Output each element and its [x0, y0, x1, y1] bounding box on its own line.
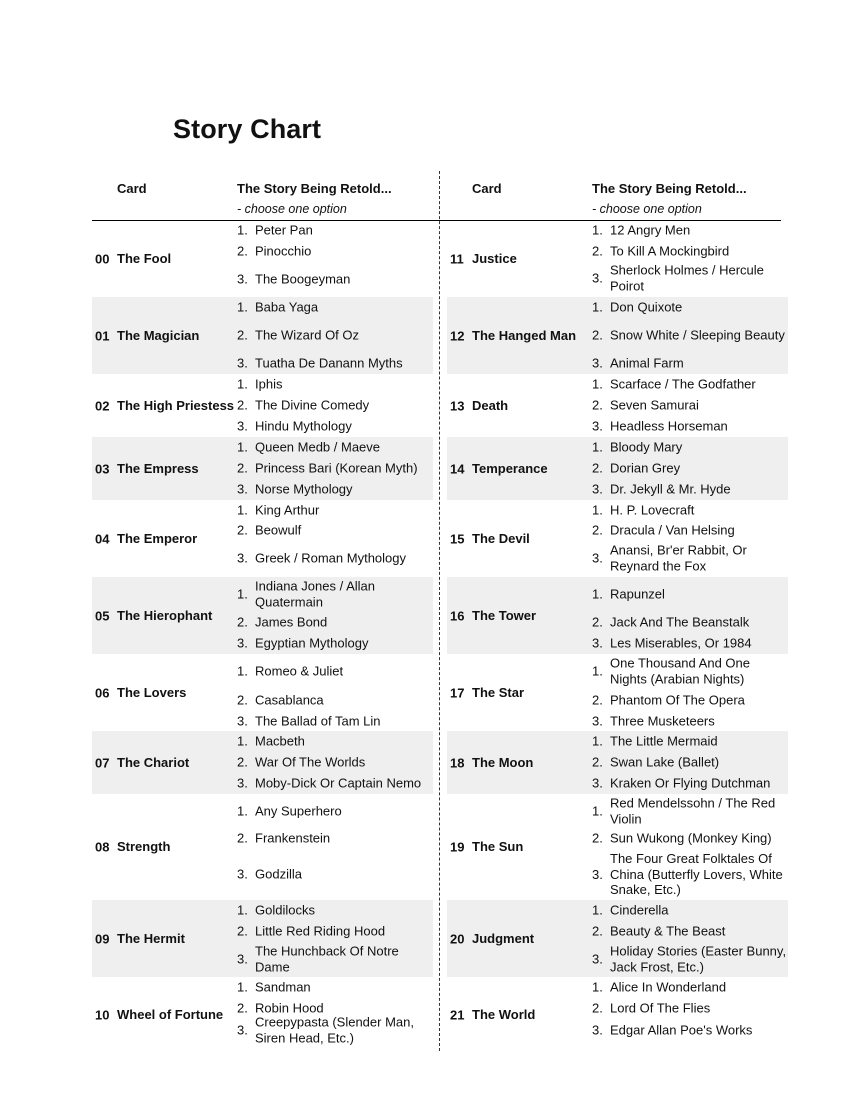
option-index: 2.	[592, 830, 603, 846]
story-option	[592, 397, 788, 413]
option-text: Macbeth	[255, 733, 305, 749]
card-row	[447, 437, 788, 500]
story-option	[237, 481, 433, 497]
option-index: 1.	[592, 733, 603, 749]
option-text: Robin Hood	[255, 1000, 324, 1016]
story-option	[592, 299, 788, 315]
option-index: 3.	[237, 418, 248, 434]
card-name: Temperance	[472, 460, 548, 476]
option-text: King Arthur	[255, 502, 320, 518]
card-name: The Chariot	[117, 754, 190, 770]
option-index: 3.	[237, 866, 248, 882]
card-row	[92, 500, 433, 577]
story-option	[592, 656, 788, 687]
story-option	[592, 692, 788, 708]
story-option	[237, 1000, 433, 1016]
option-text: Goldilocks	[255, 902, 315, 918]
card-name: The Magician	[117, 327, 200, 343]
option-index: 2.	[237, 923, 248, 939]
option-text: Edgar Allan Poe's Works	[610, 1022, 753, 1038]
card-name: The Moon	[472, 754, 534, 770]
story-option	[237, 355, 433, 371]
page-title: Story Chart	[173, 114, 322, 144]
story-option	[237, 944, 433, 975]
option-text: Lord Of The Flies	[610, 1000, 711, 1016]
option-text: James Bond	[255, 614, 328, 630]
story-option	[237, 271, 433, 287]
story-option	[592, 263, 788, 294]
option-index: 3.	[592, 355, 603, 371]
card-number: 02	[95, 398, 110, 413]
option-text: Don Quixote	[610, 299, 683, 315]
option-text: Pinocchio	[255, 243, 312, 259]
option-text: Hindu Mythology	[255, 418, 352, 434]
option-index: 1.	[592, 299, 603, 315]
story-option	[237, 222, 433, 238]
story-option	[592, 355, 788, 371]
story-option	[237, 866, 433, 882]
option-index: 2.	[237, 327, 248, 343]
option-text: Swan Lake (Ballet)	[610, 754, 720, 770]
option-text: The Ballad of Tam Lin	[255, 713, 381, 729]
card-row	[92, 577, 433, 654]
story-option	[237, 733, 433, 749]
option-index: 1.	[592, 376, 603, 392]
card-number: 08	[95, 839, 110, 855]
option-index: 2.	[592, 692, 603, 708]
option-index: 2.	[237, 460, 248, 476]
story-option	[592, 243, 788, 259]
option-text: Red Mendelssohn / The Red Violin	[610, 795, 776, 826]
card-name: The High Priestess	[117, 397, 235, 413]
card-name: The Hierophant	[117, 607, 213, 623]
story-option	[237, 635, 433, 651]
option-text: Snow White / Sleeping Beauty	[610, 327, 785, 343]
option-text: Holiday Stories (Easter Bunny, Jack Frost, Etc.)	[610, 943, 787, 974]
option-index: 1.	[592, 663, 603, 679]
story-option	[592, 830, 788, 846]
option-index: 1.	[237, 439, 248, 455]
option-text: The Divine Comedy	[255, 397, 370, 413]
card-name: The World	[472, 1007, 536, 1022]
card-row	[447, 977, 788, 1053]
column-divider	[439, 171, 440, 1051]
story-option	[592, 543, 788, 574]
story-option	[237, 299, 433, 315]
option-index: 3.	[237, 713, 248, 729]
card-row	[447, 374, 788, 437]
card-row	[447, 731, 788, 794]
card-row	[447, 577, 788, 654]
card-number: 16	[450, 608, 465, 623]
story-option	[592, 979, 788, 995]
option-index: 2.	[237, 397, 248, 413]
option-text: 12 Angry Men	[610, 222, 691, 238]
story-option	[592, 754, 788, 770]
option-index: 3.	[592, 635, 603, 651]
option-index: 3.	[592, 418, 603, 434]
option-text: Sun Wukong (Monkey King)	[610, 830, 772, 846]
story-option	[592, 1000, 788, 1016]
story-option	[237, 754, 433, 770]
option-text: Beauty & The Beast	[610, 923, 726, 939]
option-index: 1.	[592, 803, 603, 819]
card-number: 06	[95, 685, 110, 700]
option-text: Tuatha De Danann Myths	[255, 355, 403, 371]
card-row	[447, 221, 788, 297]
card-number: 04	[95, 531, 110, 546]
option-text: Dracula / Van Helsing	[610, 522, 735, 538]
option-text: Peter Pan	[255, 222, 313, 238]
right-card-header: Card	[472, 181, 502, 196]
story-option	[237, 979, 433, 995]
option-index: 1.	[237, 502, 248, 518]
story-option	[237, 439, 433, 455]
card-name: The Emperor	[117, 530, 198, 546]
card-name: Death	[472, 397, 509, 413]
option-text: To Kill A Mockingbird	[610, 243, 730, 259]
option-index: 1.	[592, 439, 603, 455]
card-name: Wheel of Fortune	[117, 1007, 224, 1022]
card-number: 17	[450, 685, 465, 700]
card-row	[92, 297, 433, 374]
story-option	[592, 481, 788, 497]
option-index: 2.	[592, 327, 603, 343]
story-option	[592, 222, 788, 238]
option-text: The Boogeyman	[255, 271, 351, 287]
story-option	[592, 418, 788, 434]
option-index: 2.	[592, 460, 603, 476]
card-number: 05	[95, 608, 110, 623]
card-name: Strength	[117, 839, 171, 854]
card-row	[92, 900, 433, 977]
option-index: 1.	[592, 222, 603, 238]
story-option	[592, 713, 788, 729]
option-index: 3.	[592, 866, 603, 882]
option-index: 1.	[237, 803, 248, 819]
card-number: 09	[95, 931, 110, 946]
option-index: 2.	[237, 830, 248, 846]
option-index: 3.	[237, 775, 248, 791]
card-number: 18	[450, 755, 465, 770]
story-option	[592, 775, 788, 791]
option-index: 1.	[592, 979, 603, 995]
option-text: Any Superhero	[255, 803, 342, 819]
card-row	[92, 794, 433, 900]
story-option	[592, 614, 788, 630]
option-text: Dorian Grey	[610, 460, 681, 476]
option-index: 1.	[592, 502, 603, 518]
option-index: 1.	[237, 733, 248, 749]
right-story-header: The Story Being Retold...	[592, 181, 747, 196]
option-index: 2.	[237, 522, 248, 538]
story-option	[237, 327, 433, 343]
option-text: The Four Great Folktales Of China (Butterfly Lovers, White Snake, Etc.)	[610, 850, 783, 897]
story-option	[592, 460, 788, 476]
option-text: Kraken Or Flying Dutchman	[610, 775, 771, 791]
option-index: 2.	[592, 1000, 603, 1016]
card-name: The Sun	[472, 839, 524, 854]
option-text: H. P. Lovecraft	[610, 502, 695, 518]
card-row	[92, 437, 433, 500]
story-option	[237, 775, 433, 791]
left-card-header: Card	[117, 181, 147, 196]
story-option	[237, 243, 433, 259]
story-option	[237, 376, 433, 392]
card-number: 14	[450, 461, 465, 476]
option-text: Sandman	[255, 979, 311, 995]
option-text: War Of The Worlds	[255, 754, 366, 770]
story-option	[237, 460, 433, 476]
story-option	[592, 902, 788, 918]
story-option	[237, 614, 433, 630]
card-number: 21	[450, 1007, 465, 1023]
option-text: Animal Farm	[610, 355, 684, 371]
story-option	[237, 550, 433, 566]
story-option	[237, 902, 433, 918]
option-index: 3.	[237, 481, 248, 497]
card-number: 19	[450, 839, 465, 855]
option-text: Moby-Dick Or Captain Nemo	[255, 775, 422, 791]
option-index: 1.	[237, 299, 248, 315]
option-index: 3.	[592, 550, 603, 566]
option-index: 3.	[592, 270, 603, 286]
option-index: 1.	[237, 222, 248, 238]
card-row	[92, 977, 433, 1053]
option-text: The Hunchback Of Notre Dame	[255, 943, 399, 974]
option-text: Phantom Of The Opera	[610, 692, 745, 708]
option-index: 3.	[237, 271, 248, 287]
option-text: Indiana Jones / Allan Quatermain	[255, 578, 375, 609]
option-text: Norse Mythology	[255, 481, 353, 497]
card-row	[92, 654, 433, 731]
option-text: Cinderella	[610, 902, 669, 918]
card-name: The Empress	[117, 460, 199, 476]
card-number: 20	[450, 931, 465, 946]
option-index: 2.	[237, 243, 248, 259]
option-text: Three Musketeers	[610, 713, 715, 729]
option-text: Dr. Jekyll & Mr. Hyde	[610, 481, 731, 497]
story-option	[237, 397, 433, 413]
option-text: Sherlock Holmes / Hercule Poirot	[610, 262, 764, 293]
option-index: 2.	[237, 754, 248, 770]
option-text: Seven Samurai	[610, 397, 699, 413]
option-index: 2.	[592, 397, 603, 413]
option-text: Headless Horseman	[610, 418, 728, 434]
story-option	[592, 923, 788, 939]
story-option	[237, 692, 433, 708]
option-text: Les Miserables, Or 1984	[610, 635, 752, 651]
option-index: 2.	[592, 522, 603, 538]
card-name: Justice	[472, 251, 517, 266]
card-row	[92, 374, 433, 437]
card-row	[447, 654, 788, 731]
left-card-table	[92, 221, 433, 1053]
story-option	[237, 713, 433, 729]
option-text: Egyptian Mythology	[255, 635, 369, 651]
option-index: 3.	[592, 481, 603, 497]
story-option	[592, 502, 788, 518]
option-text: The Little Mermaid	[610, 733, 718, 749]
option-index: 2.	[592, 614, 603, 630]
option-text: Iphis	[255, 376, 283, 392]
story-option	[592, 635, 788, 651]
option-text: Casablanca	[255, 692, 324, 708]
option-text: Jack And The Beanstalk	[610, 614, 750, 630]
option-text: One Thousand And One Nights (Arabian Nights)	[610, 655, 750, 686]
option-text: The Wizard Of Oz	[255, 327, 360, 343]
card-row	[447, 794, 788, 900]
option-text: Anansi, Br'er Rabbit, Or Reynard the Fox	[610, 542, 747, 573]
story-option	[237, 803, 433, 819]
story-option	[237, 522, 433, 538]
option-index: 2.	[237, 1000, 248, 1016]
card-name: The Devil	[472, 530, 530, 546]
story-option	[592, 376, 788, 392]
option-text: Creepypasta (Slender Man, Siren Head, Etc.)	[255, 1014, 414, 1045]
option-text: Rapunzel	[610, 586, 665, 602]
story-option	[237, 830, 433, 846]
story-option	[592, 1022, 788, 1038]
option-text: Greek / Roman Mythology	[255, 550, 407, 566]
story-option	[237, 418, 433, 434]
story-option	[592, 796, 788, 827]
card-name: The Tower	[472, 607, 537, 623]
option-text: Romeo & Juliet	[255, 663, 344, 679]
option-text: Frankenstein	[255, 830, 331, 846]
option-index: 3.	[592, 951, 603, 967]
card-row	[447, 900, 788, 977]
card-number: 00	[95, 251, 110, 267]
option-index: 2.	[592, 243, 603, 259]
option-text: Alice In Wonderland	[610, 979, 727, 995]
card-row	[92, 731, 433, 794]
option-text: Little Red Riding Hood	[255, 923, 386, 939]
option-index: 1.	[592, 586, 603, 602]
option-index: 3.	[237, 355, 248, 371]
story-option	[592, 327, 788, 343]
card-name: The Star	[472, 684, 525, 700]
card-row	[447, 297, 788, 374]
story-option	[592, 522, 788, 538]
option-text: Queen Medb / Maeve	[255, 439, 381, 455]
option-index: 3.	[237, 1022, 248, 1038]
card-name: The Fool	[117, 251, 172, 266]
option-index: 1.	[237, 586, 248, 602]
option-text: Princess Bari (Korean Myth)	[255, 460, 418, 476]
story-option	[592, 439, 788, 455]
story-option	[592, 944, 788, 975]
option-text: Baba Yaga	[255, 299, 319, 315]
right-choose-note: - choose one option	[592, 202, 702, 216]
story-option	[592, 851, 788, 898]
option-index: 1.	[237, 979, 248, 995]
card-name: The Lovers	[117, 684, 187, 700]
story-option	[592, 733, 788, 749]
option-index: 3.	[237, 550, 248, 566]
right-card-table	[447, 221, 788, 1053]
story-option	[237, 923, 433, 939]
option-text: Beowulf	[255, 522, 302, 538]
story-option	[592, 586, 788, 602]
option-index: 3.	[592, 1022, 603, 1038]
story-option	[237, 663, 433, 679]
card-name: The Hermit	[117, 930, 185, 946]
card-name: The Hanged Man	[472, 327, 577, 343]
option-index: 3.	[592, 775, 603, 791]
option-index: 1.	[237, 663, 248, 679]
story-option	[237, 502, 433, 518]
option-index: 1.	[237, 902, 248, 918]
option-text: Godzilla	[255, 866, 302, 882]
card-row	[447, 500, 788, 577]
card-number: 11	[450, 251, 464, 267]
option-text: Scarface / The Godfather	[610, 376, 756, 392]
option-text: Bloody Mary	[610, 439, 683, 455]
story-option	[237, 579, 433, 610]
left-story-header: The Story Being Retold...	[237, 181, 392, 196]
option-index: 3.	[237, 635, 248, 651]
card-number: 15	[450, 531, 465, 546]
option-index: 1.	[592, 902, 603, 918]
card-number: 12	[450, 328, 465, 343]
card-name: Judgment	[472, 930, 535, 946]
card-number: 10	[95, 1007, 110, 1023]
option-index: 1.	[237, 376, 248, 392]
card-number: 13	[450, 398, 465, 413]
option-index: 2.	[592, 754, 603, 770]
card-number: 03	[95, 461, 110, 476]
story-option	[237, 1015, 433, 1046]
card-number: 01	[95, 328, 110, 343]
card-row	[92, 221, 433, 297]
option-index: 2.	[592, 923, 603, 939]
left-choose-note: - choose one option	[237, 202, 347, 216]
option-index: 3.	[237, 951, 248, 967]
card-number: 07	[95, 755, 110, 770]
option-index: 3.	[592, 713, 603, 729]
option-index: 2.	[237, 692, 248, 708]
option-index: 2.	[237, 614, 248, 630]
